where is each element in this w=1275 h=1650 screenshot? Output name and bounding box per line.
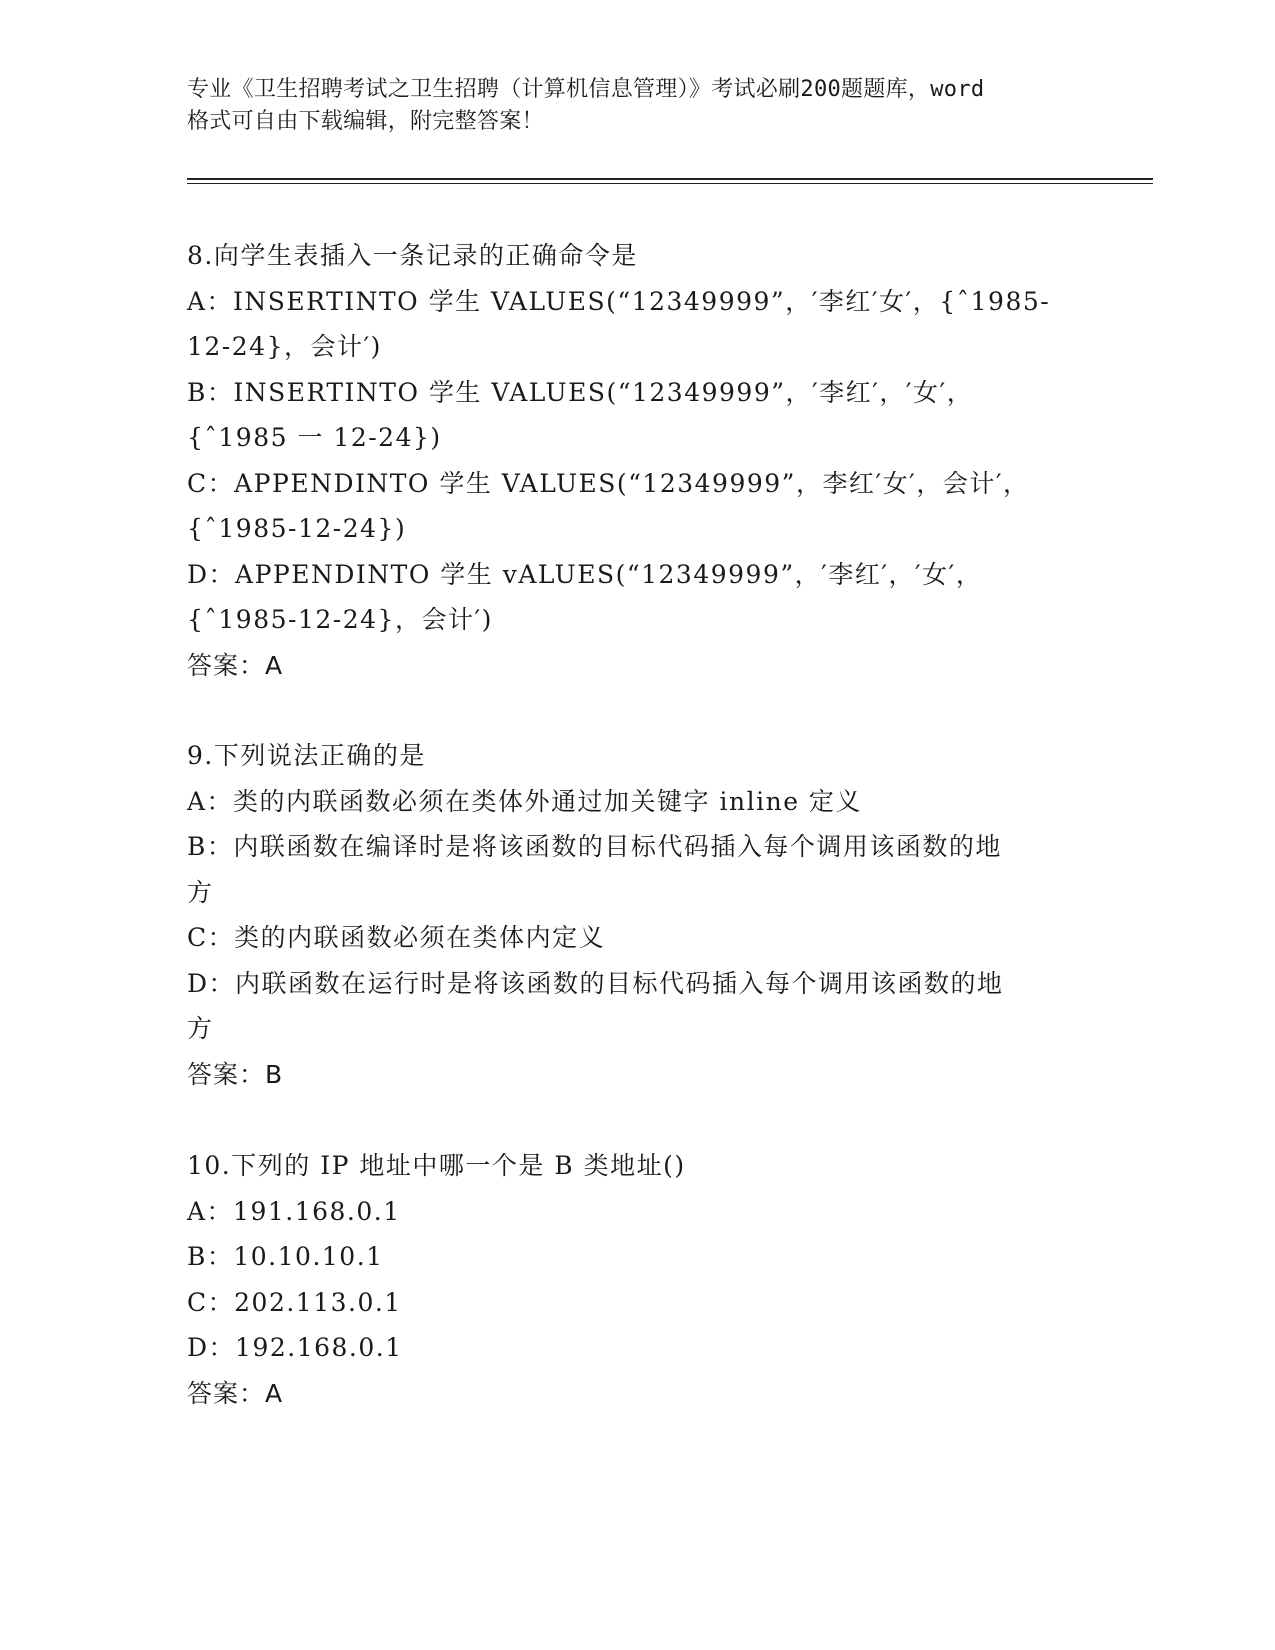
answer-label: 答案：A <box>187 1378 284 1408</box>
option-line: C：APPENDINTO 学生 VALUES(“12349999”，李红′女′，会计′， <box>187 468 1030 498</box>
header-line: 专业《卫生招聘考试之卫生招聘（计算机信息管理）》考试必刷200题题库，word <box>187 77 985 102</box>
option-line: D：内联函数在运行时是将该函数的目标代码插入每个调用该函数的地 <box>187 968 1004 998</box>
answer-label: 答案：B <box>187 1059 284 1089</box>
answer-label: 答案：A <box>187 650 284 680</box>
option-line: D：192.168.0.1 <box>187 1333 403 1362</box>
option-line: D：APPENDINTO 学生 vALUES(“12349999”，′李红′，′女′， <box>187 559 983 589</box>
option-line: A：191.168.0.1 <box>187 1196 401 1226</box>
option-line: {ˆ1985-12-24}) <box>187 514 407 543</box>
header-divider <box>187 178 1153 180</box>
option-line: A：INSERTINTO 学生 VALUES(“12349999”，′李红′女′，{ˆ1985- <box>187 286 1051 316</box>
option-line: 方 <box>187 877 214 907</box>
option-line: 12-24}，会计′) <box>187 332 382 361</box>
question-8 <box>187 233 1087 688</box>
document-header <box>187 74 1107 138</box>
question-stem: 10.下列的 IP 地址中哪一个是 B 类地址() <box>187 1151 686 1180</box>
header-divider-thin <box>187 183 1153 184</box>
option-line: A：类的内联函数必须在类体外通过加关键字 inline 定义 <box>187 786 862 816</box>
question-stem: 8.向学生表插入一条记录的正确命令是 <box>187 241 638 270</box>
option-line: B：内联函数在编译时是将该函数的目标代码插入每个调用该函数的地 <box>187 832 1002 861</box>
option-line: C：类的内联函数必须在类体内定义 <box>187 923 606 952</box>
header-line: 格式可自由下载编辑，附完整答案！ <box>187 109 544 134</box>
question-9 <box>187 733 1087 1097</box>
option-line: {ˆ1985 一 12-24}) <box>187 423 442 452</box>
option-line: B：INSERTINTO 学生 VALUES(“12349999”，′李红′，′女′， <box>187 377 974 407</box>
option-line: B：10.10.10.1 <box>187 1242 384 1271</box>
option-line: {ˆ1985-12-24}，会计′) <box>187 605 493 634</box>
question-stem: 9.下列说法正确的是 <box>187 741 426 770</box>
question-10 <box>187 1143 1087 1416</box>
option-line: 方 <box>187 1014 214 1043</box>
option-line: C：202.113.0.1 <box>187 1287 402 1317</box>
